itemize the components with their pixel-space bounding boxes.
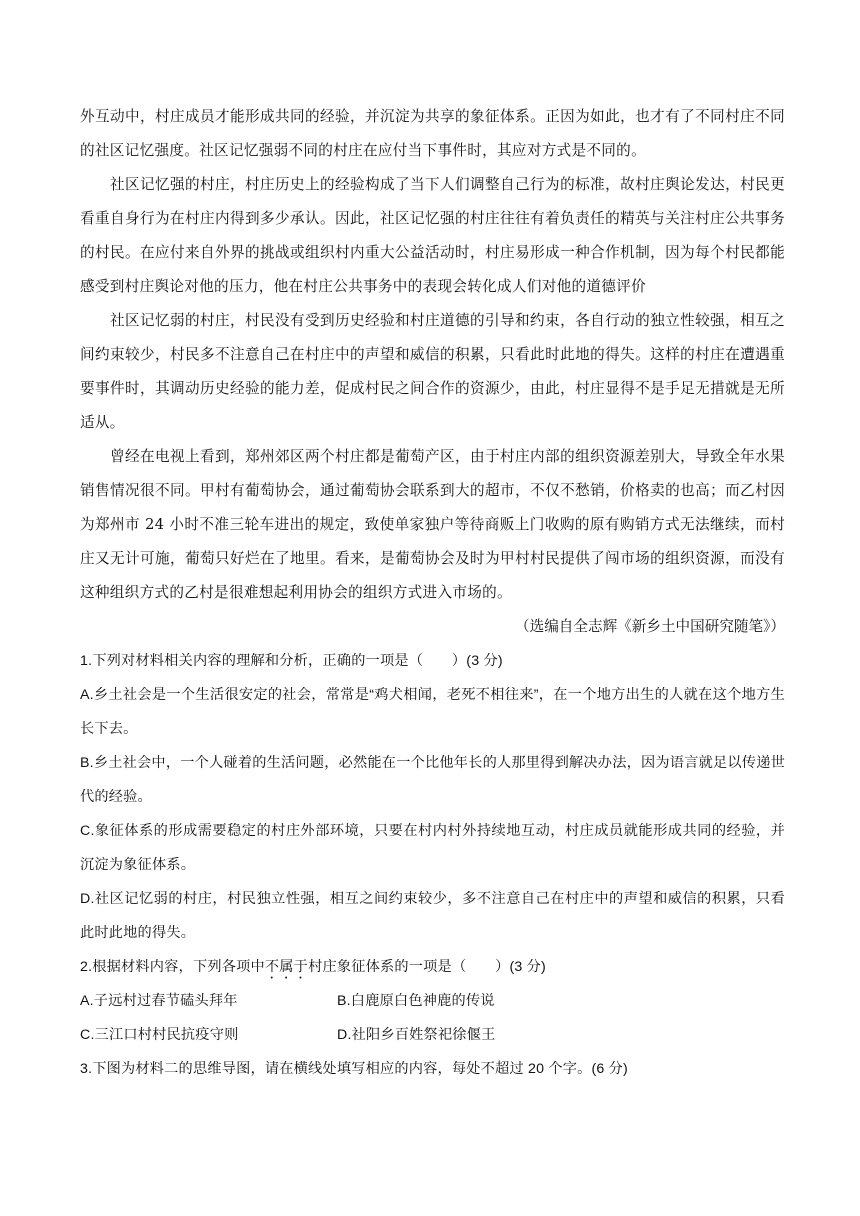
question-1-option-a: A.乡土社会是一个生活很安定的社会，常常是“鸡犬相闻，老死不相往来”，在一个地方出生的人就在这个地方生长下去。 — [80, 687, 785, 737]
question-2-option-c: C.三江口村村民抗疫守则 — [80, 1027, 239, 1043]
question-1-option-c: C.象征体系的形成需要稳定的村庄外部环境，只要在村内村外持续地互动，村庄成员就能形成共同的经验，并沉淀为象征体系。 — [80, 823, 785, 873]
question-2-option-d: D.社阳乡百姓祭祀徐偃王 — [337, 1027, 496, 1043]
question-1-stem: 1.下列对材料相关内容的理解和分析，正确的一项是（ ）(3 分) — [80, 653, 503, 669]
question-2-options-row-2 — [80, 1018, 785, 1052]
question-2-option-b: B.白鹿原白色神鹿的传说 — [337, 993, 495, 1009]
passage-paragraph-3: 社区记忆弱的村庄，村民没有受到历史经验和村庄道德的引导和约束，各自行动的独立性较强，相互之间约束较少，村民多不注意自己在村庄中的声望和威信的积累，只看此时此地的得失。这样的村庄在遭遇重要事件时，其调动历史经验的能力差，促成村民之间合作的资源少，由此，村庄显得不是手足无措就是无所适从。 — [80, 312, 785, 431]
question-2-emphasis: 不属于 — [264, 959, 309, 975]
question-3-stem: 3.下图为材料二的思维导图，请在横线处填写相应的内容，每处不超过 20 个字。(6 分) — [80, 1061, 628, 1077]
question-1-option-d: D.社区记忆弱的村庄，村民独立性强，相互之间约束较少，多不注意自己在村庄中的声望和威信的积累，只看此时此地的得失。 — [80, 891, 785, 941]
passage-paragraph-4: 曾经在电视上看到，郑州郊区两个村庄都是葡萄产区，由于村庄内部的组织资源差别大，导致全年水果销售情况很不同。甲村有葡萄协会，通过葡萄协会联系到大的超市，不仅不愁销，价格卖的也高；而乙村因为郑州市 24 小时不准三轮车进出的规定，致使单家独户等待商贩上门收购的原有购销方式无法继续，而村庄又无计可施，葡萄只好烂在了地里。看来，是葡萄协会及时为甲村村民提供了闯市场的组织资源，而没有这种组织方式的乙村是很难想起利用协会的组织方式进入市场的。 — [80, 448, 785, 601]
question-1-option-b: B.乡土社会中，一个人碰着的生活问题，必然能在一个比他年长的人那里得到解决办法，因为语言就足以传递世代的经验。 — [80, 755, 785, 805]
question-2-option-a: A.子远村过春节磕头拜年 — [80, 993, 238, 1009]
passage-source: （选编自全志辉《新乡土中国研究随笔》） — [515, 618, 785, 635]
document-page — [80, 100, 785, 1086]
question-2-options-row-1 — [80, 984, 785, 1018]
question-2-stem-post: 村庄象征体系的一项是（ ）(3 分) — [308, 959, 546, 975]
passage-paragraph-2: 社区记忆强的村庄，村庄历史上的经验构成了当下人们调整自己行为的标准，故村庄舆论发达，村民更看重自身行为在村庄内得到多少承认。因此，社区记忆强的村庄往往有着负责任的精英与关注村庄公共事务的村民。在应付来自外界的挑战或组织村内重大公益活动时，村庄易形成一种合作机制，因为每个村民都能感受到村庄舆论对他的压力，他在村庄公共事务中的表现会转化成人们对他的道德评价 — [80, 176, 785, 295]
passage-paragraph-1: 外互动中，村庄成员才能形成共同的经验，并沉淀为共享的象征体系。正因为如此，也才有了不同村庄不同的社区记忆强度。社区记忆强弱不同的村庄在应付当下事件时，其应对方式是不同的。 — [80, 108, 785, 159]
question-2-stem — [80, 950, 785, 984]
question-2-stem-pre: 2.根据材料内容，下列各项中 — [80, 959, 265, 975]
